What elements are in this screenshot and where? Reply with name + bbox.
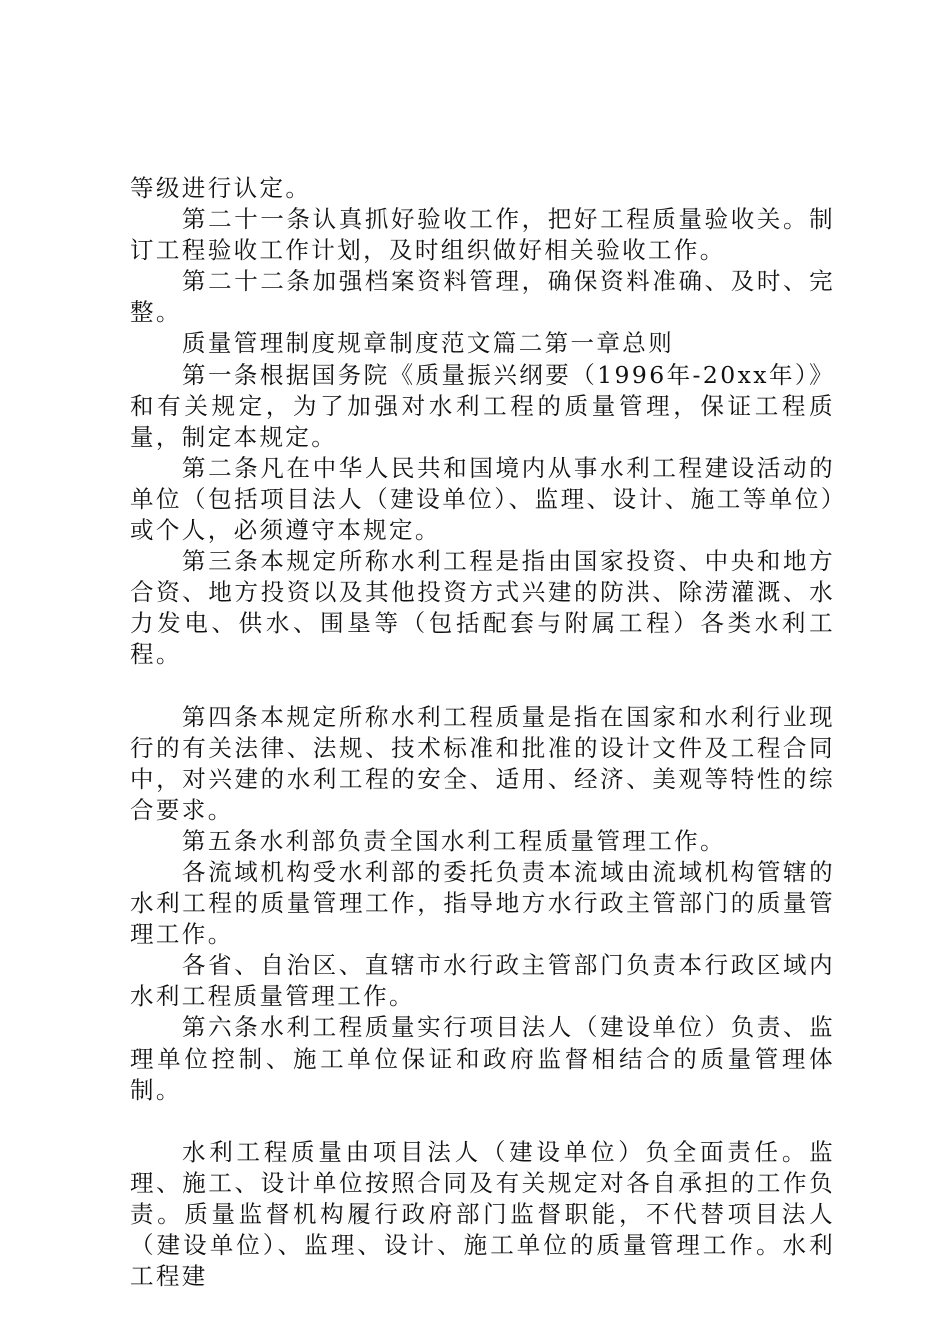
- paragraph: 各流域机构受水利部的委托负责本流域由流域机构管辖的水利工程的质量管理工作，指导地方水行政主管部门的质量管理工作。: [130, 857, 835, 949]
- paragraph: 第四条本规定所称水利工程质量是指在国家和水利行业现行的有关法律、法规、技术标准和批准的设计文件及工程合同中，对兴建的水利工程的安全、适用、经济、美观等特性的综合要求。: [130, 702, 835, 824]
- paragraph: 水利工程质量由项目法人（建设单位）负全面责任。监理、施工、设计单位按照合同及有关规定对各自承担的工作负责。质量监督机构履行政府部门监督职能，不代替项目法人（建设单位）、监理、设计、施工单位的质量管理工作。水利工程建: [130, 1137, 835, 1291]
- paragraph: 第三条本规定所称水利工程是指由国家投资、中央和地方合资、地方投资以及其他投资方式兴建的防洪、除涝灌溉、水力发电、供水、围垦等（包括配套与附属工程）各类水利工程。: [130, 547, 835, 669]
- paragraph: 第五条水利部负责全国水利工程质量管理工作。: [182, 826, 726, 855]
- document-body: [130, 173, 835, 1292]
- paragraph: 各省、自治区、直辖市水行政主管部门负责本行政区域内水利工程质量管理工作。: [130, 951, 835, 1011]
- paragraph: 第二条凡在中华人民共和国境内从事水利工程建设活动的单位（包括项目法人（建设单位）、监理、设计、施工等单位）或个人，必须遵守本规定。: [130, 453, 835, 545]
- paragraph: 等级进行认定。: [130, 174, 312, 202]
- paragraph: 第二十一条认真抓好验收工作，把好工程质量验收关。制订工程验收工作计划，及时组织做好相关验收工作。: [130, 205, 835, 265]
- paragraph: 第二十二条加强档案资料管理，确保资料准确、及时、完整。: [130, 267, 835, 327]
- paragraph: 第六条水利工程质量实行项目法人（建设单位）负责、监理单位控制、施工单位保证和政府监督相结合的质量管理体制。: [130, 1013, 835, 1104]
- paragraph: 第一条根据国务院《质量振兴纲要（1996年-20xx年）》和有关规定，为了加强对水利工程的质量管理，保证工程质量，制定本规定。: [130, 360, 835, 451]
- paragraph: 质量管理制度规章制度范文篇二第一章总则: [182, 329, 675, 358]
